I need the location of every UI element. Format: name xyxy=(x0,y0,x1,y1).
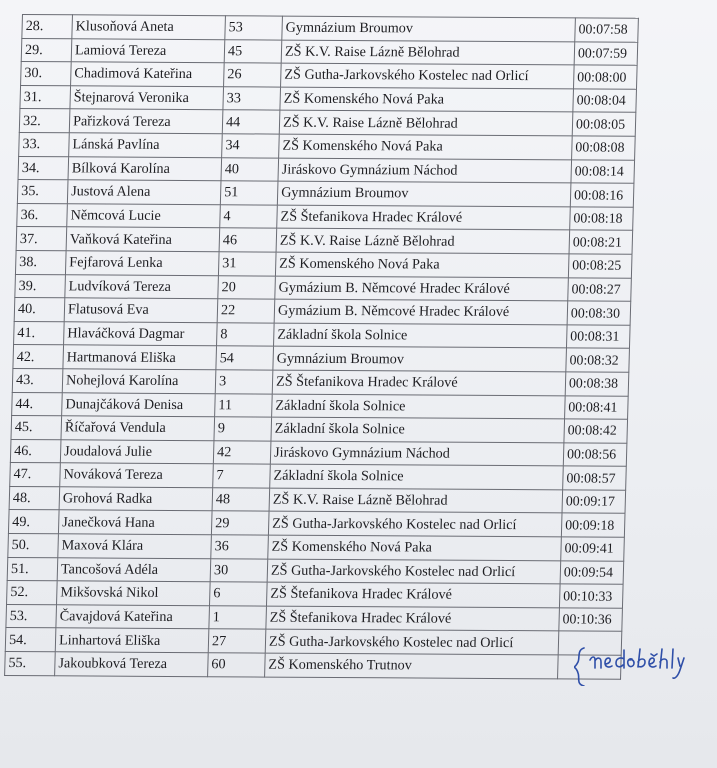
cell-school: ZŠ Gutha-Jarkovského Kostelec nad Orlicí xyxy=(267,559,561,584)
cell-start-number: 3 xyxy=(215,370,273,394)
cell-name: Maxová Klára xyxy=(58,534,212,559)
cell-start-number: 46 xyxy=(219,228,277,252)
cell-start-number: 42 xyxy=(213,440,271,464)
cell-name: Němcová Lucie xyxy=(67,204,221,229)
cell-start-number: 60 xyxy=(208,653,266,677)
cell-time: 00:09:54 xyxy=(560,561,624,585)
cell-time: 00:08:31 xyxy=(566,325,630,349)
cell-time: 00:08:57 xyxy=(563,466,627,490)
cell-start-number: 11 xyxy=(215,393,273,417)
cell-rank: 29. xyxy=(21,38,72,62)
cell-school: Gymnázium Broumov xyxy=(282,16,576,41)
cell-time: 00:10:36 xyxy=(559,608,623,632)
cell-time: 00:08:18 xyxy=(570,207,634,231)
cell-start-number: 9 xyxy=(214,417,272,441)
cell-start-number: 26 xyxy=(224,63,282,87)
cell-name: Lamiová Tereza xyxy=(71,38,225,63)
handwritten-note xyxy=(574,646,692,686)
cell-rank: 42. xyxy=(13,345,64,369)
cell-time: 00:08:08 xyxy=(572,136,636,160)
cell-name: Mikšovská Nikol xyxy=(57,581,211,606)
cell-name: Dunajčáková Denisa xyxy=(62,392,216,417)
cell-time: 00:09:18 xyxy=(561,513,625,537)
cell-start-number: 6 xyxy=(209,582,267,606)
cell-school: ZŠ Komenského Nová Paka xyxy=(279,134,573,159)
cell-school: ZŠ Štefanikova Hradec Králové xyxy=(266,582,560,607)
cell-school: ZŠ Štefanikova Hradec Králové xyxy=(277,205,571,230)
cell-rank: 47. xyxy=(10,463,61,487)
cell-school: Gymázium B. Němcové Hradec Králové xyxy=(274,299,568,324)
cell-start-number: 48 xyxy=(212,488,270,512)
cell-rank: 35. xyxy=(17,180,68,204)
cell-time: 00:09:41 xyxy=(561,537,625,561)
cell-school: Jiráskovo Gymnázium Náchod xyxy=(270,441,564,466)
cell-name: Nováková Tereza xyxy=(60,463,214,488)
cell-name: Joudalová Julie xyxy=(60,439,214,464)
cell-name: Flatusová Eva xyxy=(64,298,218,323)
cell-school: Základní škola Solnice xyxy=(270,464,564,489)
cell-start-number: 53 xyxy=(225,16,283,40)
cell-time: 00:08:27 xyxy=(568,277,632,301)
cell-rank: 44. xyxy=(12,392,63,416)
cell-time: 00:08:04 xyxy=(573,89,637,113)
cell-name: Hlaváčková Dagmar xyxy=(64,322,218,347)
cell-start-number: 4 xyxy=(220,204,278,228)
cell-school: ZŠ Gutha-Jarkovského Kostelec nad Orlicí xyxy=(265,630,559,655)
cell-school: Jiráskovo Gymnázium Náchod xyxy=(278,158,572,183)
cell-start-number: 40 xyxy=(221,157,279,181)
cell-start-number: 31 xyxy=(218,252,276,276)
cell-start-number: 7 xyxy=(213,464,271,488)
cell-start-number: 22 xyxy=(217,299,275,323)
cell-school: ZŠ Komenského Trutnov xyxy=(265,653,559,678)
cell-name: Janečková Hana xyxy=(58,510,212,535)
cell-name: Štejnarová Veronika xyxy=(70,86,224,111)
cell-school: Základní škola Solnice xyxy=(274,323,568,348)
cell-rank: 53. xyxy=(6,604,57,628)
cell-name: Klusoňová Aneta xyxy=(72,15,226,40)
cell-name: Čavajdová Kateřina xyxy=(56,605,210,630)
cell-name: Hartmanová Eliška xyxy=(63,345,217,370)
handwritten-bracket-icon xyxy=(574,646,692,686)
cell-time: 00:08:42 xyxy=(564,419,628,443)
cell-school: ZŠ Gutha-Jarkovského Kostelec nad Orlicí xyxy=(268,512,562,537)
cell-name: Vaňková Kateřina xyxy=(66,227,220,252)
cell-rank: 39. xyxy=(15,274,66,298)
cell-school: ZŠ Štefanikova Hradec Králové xyxy=(272,370,566,395)
cell-start-number: 20 xyxy=(218,275,276,299)
cell-start-number: 33 xyxy=(223,87,281,111)
cell-rank: 41. xyxy=(14,321,65,345)
cell-school: ZŠ K.V. Raise Lázně Bělohrad xyxy=(281,40,575,65)
cell-rank: 43. xyxy=(12,368,63,392)
cell-start-number: 44 xyxy=(222,110,280,134)
cell-rank: 40. xyxy=(14,298,65,322)
cell-time: 00:07:58 xyxy=(575,18,639,42)
cell-school: ZŠ Komenského Nová Paka xyxy=(280,87,574,112)
cell-start-number: 29 xyxy=(211,511,269,535)
cell-time: 00:08:25 xyxy=(568,254,632,278)
cell-rank: 49. xyxy=(8,510,59,534)
cell-school: Základní škola Solnice xyxy=(272,394,566,419)
cell-time: 00:09:17 xyxy=(562,490,626,514)
cell-time: 00:08:21 xyxy=(569,230,633,254)
cell-time: 00:08:38 xyxy=(565,372,629,396)
cell-time: 00:08:30 xyxy=(567,301,631,325)
cell-name: Pařizková Tereza xyxy=(69,109,223,134)
cell-start-number: 54 xyxy=(216,346,274,370)
results-table xyxy=(4,14,639,679)
cell-school: Základní škola Solnice xyxy=(271,417,565,442)
cell-school: ZŠ K.V. Raise Lázně Bělohrad xyxy=(269,488,563,513)
cell-time: 00:07:59 xyxy=(574,41,638,65)
cell-name: Linhartová Eliška xyxy=(55,628,209,653)
cell-rank: 52. xyxy=(7,581,58,605)
cell-start-number: 8 xyxy=(217,322,275,346)
cell-school: ZŠ Štefanikova Hradec Králové xyxy=(266,606,560,631)
cell-school: ZŠ Gutha-Jarkovského Kostelec nad Orlicí xyxy=(281,63,575,88)
cell-rank: 32. xyxy=(19,109,70,133)
cell-name: Jakoubková Tereza xyxy=(55,652,209,677)
cell-start-number: 30 xyxy=(210,558,268,582)
cell-rank: 30. xyxy=(21,62,72,86)
cell-rank: 55. xyxy=(5,652,56,676)
cell-rank: 33. xyxy=(19,132,70,156)
cell-rank: 38. xyxy=(15,250,66,274)
cell-start-number: 34 xyxy=(222,134,280,158)
cell-time: 00:08:41 xyxy=(565,395,629,419)
cell-school: Gymnázium Broumov xyxy=(273,346,567,371)
cell-rank: 36. xyxy=(17,203,68,227)
cell-time: 00:08:16 xyxy=(570,183,634,207)
cell-name: Chadimová Kateřina xyxy=(71,62,225,87)
cell-name: Nohejlová Karolína xyxy=(62,369,216,394)
cell-start-number: 1 xyxy=(209,606,267,630)
cell-name: Justová Alena xyxy=(67,180,221,205)
cell-rank: 50. xyxy=(8,534,59,558)
cell-start-number: 27 xyxy=(208,629,266,653)
cell-time: 00:08:05 xyxy=(572,112,636,136)
cell-rank: 48. xyxy=(9,486,60,510)
cell-school: Gymázium B. Němcové Hradec Králové xyxy=(275,276,569,301)
cell-start-number: 45 xyxy=(224,39,282,63)
cell-time: 00:08:00 xyxy=(573,65,637,89)
cell-rank: 54. xyxy=(5,628,56,652)
table-row xyxy=(5,652,622,679)
cell-rank: 34. xyxy=(18,156,69,180)
cell-time: 00:08:56 xyxy=(563,443,627,467)
cell-rank: 46. xyxy=(10,439,61,463)
cell-time: 00:08:14 xyxy=(571,159,635,183)
cell-name: Tancošová Adéla xyxy=(57,557,211,582)
cell-rank: 31. xyxy=(20,85,71,109)
results-body xyxy=(5,15,639,679)
cell-name: Ludvíková Tereza xyxy=(65,274,219,299)
cell-rank: 37. xyxy=(16,227,67,251)
cell-school: ZŠ Komenského Nová Paka xyxy=(275,252,569,277)
cell-start-number: 51 xyxy=(220,181,278,205)
cell-name: Lánská Pavlína xyxy=(69,133,223,158)
cell-rank: 51. xyxy=(7,557,58,581)
cell-name: Grohová Radka xyxy=(59,487,213,512)
cell-school: ZŠ K.V. Raise Lázně Bělohrad xyxy=(279,110,573,135)
cell-name: Bílková Karolína xyxy=(68,156,222,181)
cell-school: ZŠ Komenského Nová Paka xyxy=(268,535,562,560)
cell-name: Fejfarová Lenka xyxy=(65,251,219,276)
cell-rank: 28. xyxy=(22,15,73,39)
cell-time: 00:10:33 xyxy=(559,584,623,608)
cell-start-number: 36 xyxy=(211,535,269,559)
cell-school: ZŠ K.V. Raise Lázně Bělohrad xyxy=(276,228,570,253)
cell-time: 00:08:32 xyxy=(566,348,630,372)
cell-name: Říčařová Vendula xyxy=(61,416,215,441)
cell-school: Gymnázium Broumov xyxy=(277,181,571,206)
cell-rank: 45. xyxy=(11,416,62,440)
